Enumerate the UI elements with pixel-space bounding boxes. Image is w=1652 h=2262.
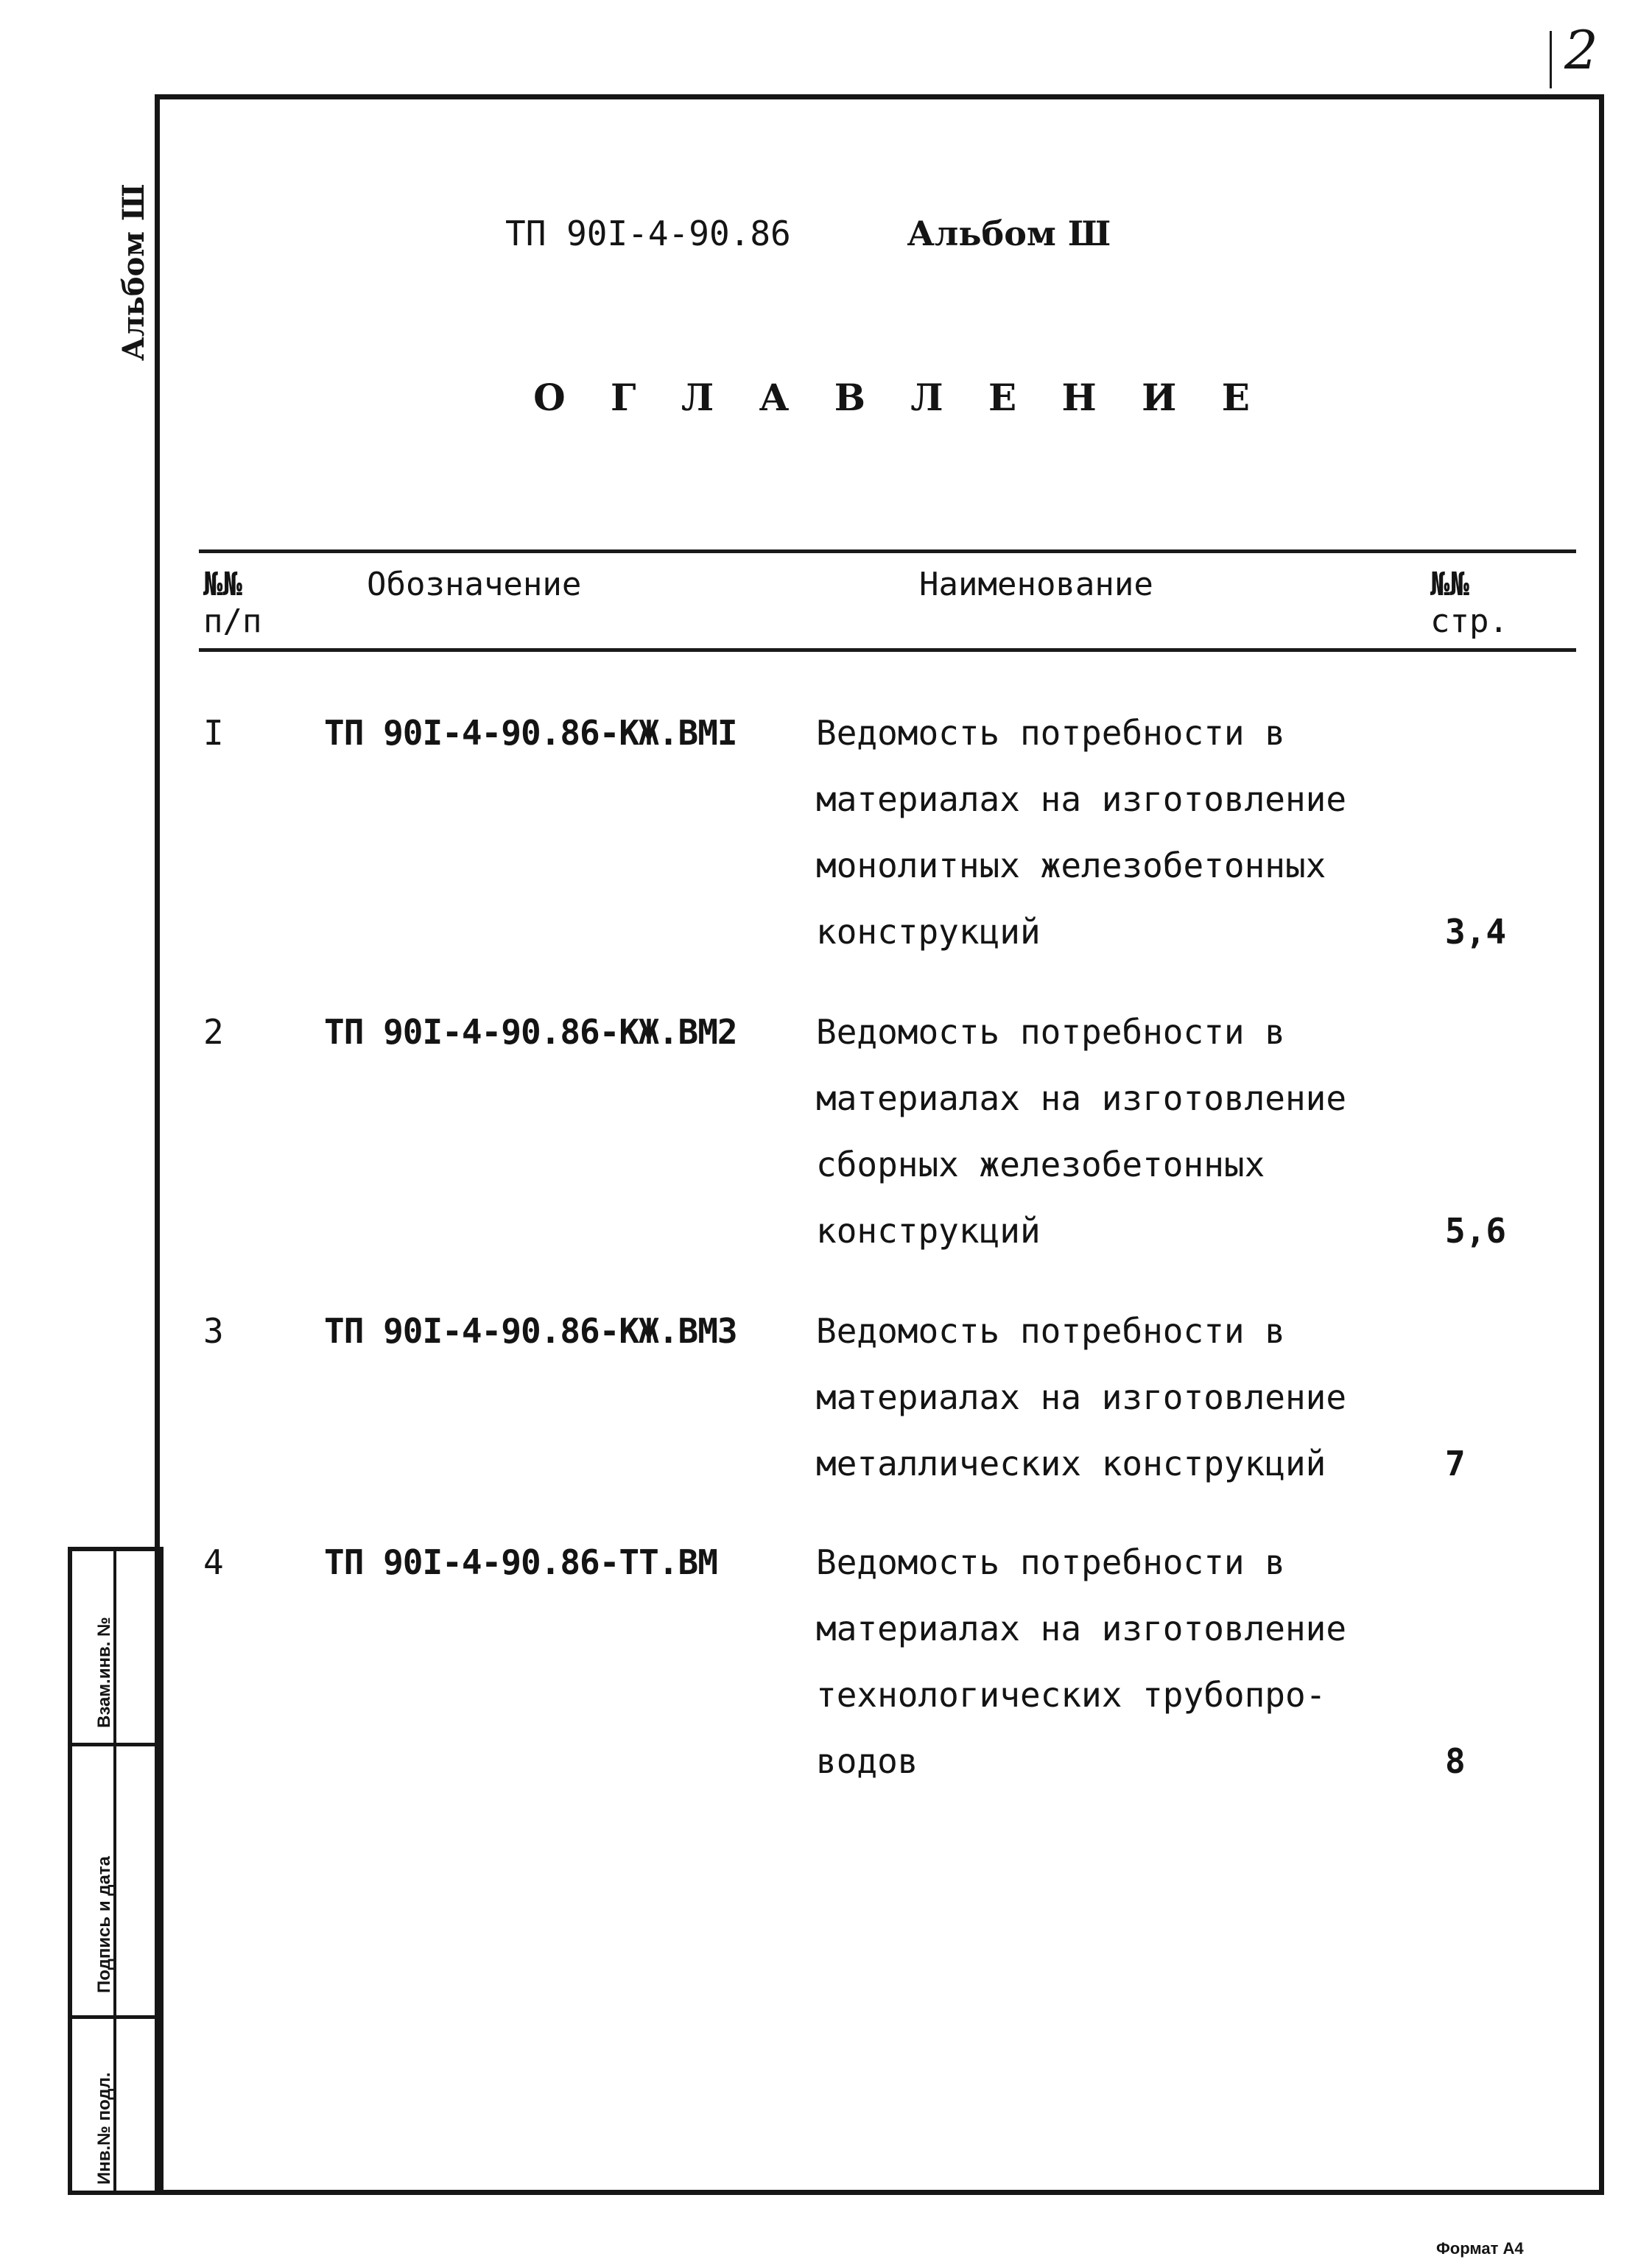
approval-stamp-block (68, 1547, 164, 2195)
document-header (505, 214, 1111, 253)
header-designation: ТП 90I-4-90.86 (505, 214, 791, 253)
table-header-rule (199, 648, 1576, 652)
row-2-name-line-2: материалах на изготовление (816, 1078, 1347, 1118)
col-header-num-2: п/п (203, 603, 262, 640)
row-3-name-line-1: Ведомость потребности в (816, 1311, 1285, 1351)
row-4-name-line-4: водов (816, 1741, 918, 1781)
col-header-page-1: №№ (1430, 566, 1469, 603)
table-top-rule (199, 549, 1576, 553)
row-2-name-line-3: сборных железобетонных (816, 1145, 1265, 1184)
row-3-num: 3 (203, 1311, 224, 1351)
row-3-name-line-3: металлических конструкций (816, 1444, 1326, 1483)
row-2-name-line-4: конструкций (816, 1211, 1041, 1251)
paper-format-label: Формат А4 (1436, 2239, 1524, 2258)
row-2-pages: 5,6 (1445, 1211, 1507, 1251)
stamp-label-signature-date: Подпись и дата (94, 1856, 114, 1993)
row-2-code: ТП 90I-4-90.86-КЖ.ВМ2 (324, 1012, 737, 1052)
col-header-designation: Обозначение (367, 566, 582, 603)
stamp-label-replacement-inv: Взам.инв. № (94, 1617, 114, 1728)
side-album-label: Альбом Ш (116, 183, 151, 361)
row-2-name-line-1: Ведомость потребности в (816, 1012, 1285, 1052)
stamp-label-original-inv: Инв.№ подл. (94, 2072, 114, 2185)
row-4-name-line-2: материалах на изготовление (816, 1609, 1347, 1648)
page-number: 2 (1564, 19, 1598, 81)
toc-title: О Г Л А В Л Е Н И Е (533, 376, 1266, 419)
stamp-divider-2 (72, 2015, 159, 2019)
col-header-num-1: №№ (203, 566, 242, 603)
row-1-name-line-3: монолитных железобетонных (816, 846, 1326, 885)
row-1-name-line-4: конструкций (816, 912, 1041, 952)
row-4-name-line-1: Ведомость потребности в (816, 1542, 1285, 1582)
row-3-pages: 7 (1445, 1444, 1466, 1483)
row-3-code: ТП 90I-4-90.86-КЖ.ВМ3 (324, 1311, 737, 1351)
stamp-divider-1 (72, 1743, 159, 1746)
header-album: Альбом Ш (907, 214, 1111, 253)
page-number-tick (1550, 31, 1552, 88)
row-4-num: 4 (203, 1542, 224, 1582)
row-4-name-line-3: технологических трубопро- (816, 1675, 1326, 1715)
col-header-name: Наименование (919, 566, 1153, 603)
row-3-name-line-2: материалах на изготовление (816, 1377, 1347, 1417)
row-4-pages: 8 (1445, 1741, 1466, 1781)
row-2-num: 2 (203, 1012, 224, 1052)
col-header-page-2: стр. (1430, 603, 1508, 640)
row-1-code: ТП 90I-4-90.86-КЖ.ВМI (324, 713, 737, 753)
row-1-name-line-1: Ведомость потребности в (816, 713, 1285, 753)
row-4-code: ТП 90I-4-90.86-ТТ.ВМ (324, 1542, 717, 1582)
row-1-name-line-2: материалах на изготовление (816, 779, 1347, 819)
row-1-num: I (203, 713, 224, 753)
row-1-pages: 3,4 (1445, 912, 1507, 952)
